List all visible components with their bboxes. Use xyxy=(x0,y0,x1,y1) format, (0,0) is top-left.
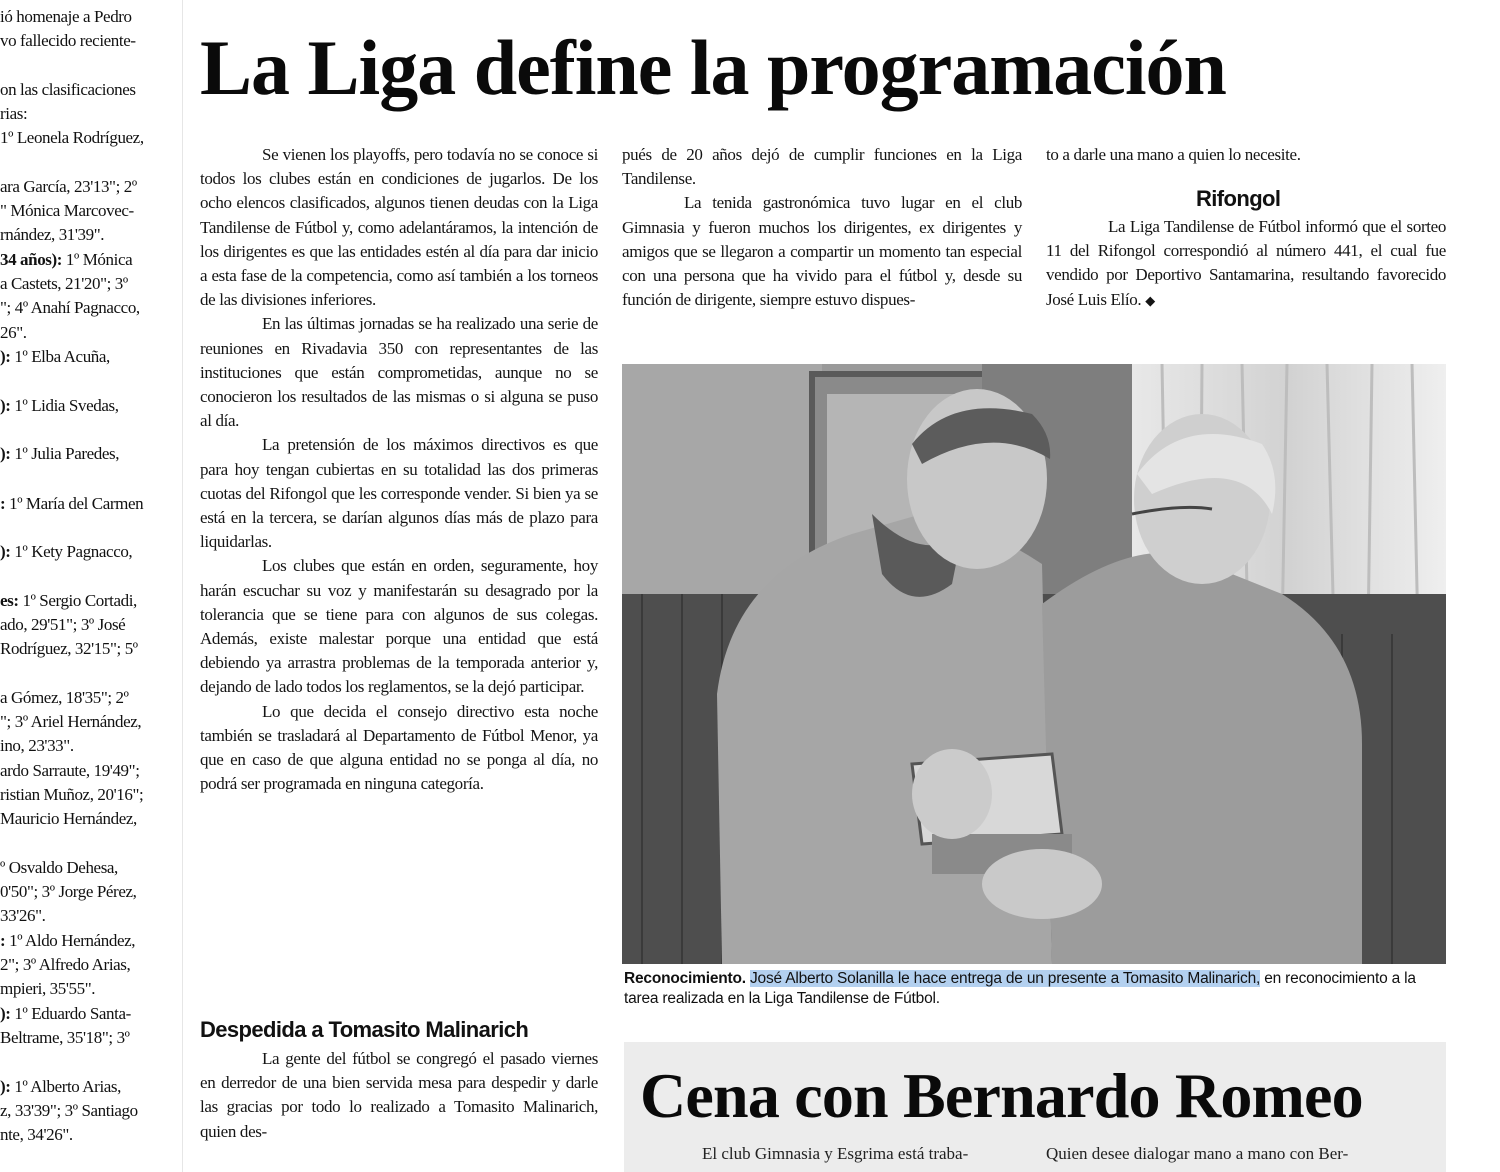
left-column-line: ió homenaje a Pedro xyxy=(0,7,132,26)
rifongol-text: La Liga Tandilense de Fútbol informó que el sorteo 11 del Rifongol correspondió al número 441, el cual fue vendido por Deportivo Santamarina, resultando favorecido José Luis Elío. xyxy=(1046,217,1446,309)
left-column-line: rias: xyxy=(0,104,28,123)
left-column-line: a Gómez, 18'35"; 2º xyxy=(0,688,129,707)
left-column-line: 33'26". xyxy=(0,906,46,925)
left-column-line: Beltrame, 35'18"; 3º xyxy=(0,1028,130,1047)
article-column-2 xyxy=(622,143,1022,312)
left-column-line: ): 1º Eduardo Santa- xyxy=(0,1004,131,1023)
left-column-line: : 1º María del Carmen xyxy=(0,494,144,513)
left-column-line: ): 1º Elba Acuña, xyxy=(0,347,110,366)
paragraph: pués de 20 años dejó de cumplir funciones en la Liga Tandilense. xyxy=(622,145,1022,189)
left-column-line: z, 33'39"; 3º Santiago xyxy=(0,1101,138,1120)
left-column-line: "; 3º Ariel Hernández, xyxy=(0,712,142,731)
article-box-cena-text xyxy=(640,1142,1440,1172)
left-column-line: 34 años): 1º Mónica xyxy=(0,250,133,269)
left-column-line: ): 1º Lidia Svedas, xyxy=(0,396,119,415)
paragraph: La gente del fútbol se congregó el pasado viernes en derredor de una bien servida mesa para despedir y darle las gracias por todo lo realizado a Tomasito Malinarich, quien des- xyxy=(200,1049,598,1141)
photo-caption xyxy=(624,969,1446,1009)
article-column-3-rifongol xyxy=(1046,215,1446,313)
left-column-line: ardo Sarraute, 19'49"; xyxy=(0,761,140,780)
photo-illustration xyxy=(622,364,1446,964)
caption-rest: en reconocimiento a la tarea realizada en la Liga Tandilense de Fútbol. xyxy=(624,970,1416,1007)
left-column-line: mpieri, 35'55". xyxy=(0,979,96,998)
paragraph: Los clubes que están en orden, seguramente, hoy harán escuchar su voz y manifestarán su desagrado por la tolerancia que se tiene para con algunos de sus colegas. Además, existe malestar porque una entidad que está debiendo ya arrastra problemas de la temporada anterior y, dejando de lado todos los reglamentos, se la dejó participar. xyxy=(200,556,598,697)
paragraph xyxy=(1046,215,1446,313)
left-column-line: 0'50"; 3º Jorge Pérez, xyxy=(0,882,137,901)
news-photo xyxy=(622,364,1446,964)
article-headline-cena: Cena con Bernardo Romeo xyxy=(640,1060,1363,1131)
end-mark-icon: ◆ xyxy=(1145,292,1155,308)
article-headline: La Liga define la programación xyxy=(200,24,1226,111)
left-column-line: ): 1º Kety Pagnacco, xyxy=(0,542,133,561)
paragraph: to a darle una mano a quien lo necesite. xyxy=(1046,145,1301,164)
paragraph: Lo que decida el consejo directivo esta noche también se trasladará al Departamento de Fútbol Menor, ya que en caso de que alguna entidad no se ponga al día, no podrá ser programada en ninguna categoría. xyxy=(200,701,598,794)
left-column-line: 1º Leonela Rodríguez, xyxy=(0,128,144,147)
paragraph: Se vienen los playoffs, pero todavía no se conoce si todos los clubes están en condiciones de jugarlos. De los ocho elencos clasificados, algunos tienen deudas con la Liga Tandilense de Fútbol y, como adelantáramos, la intención de los dirigentes es que las entidades estén al día para dar inicio a esta fase de la competencia, como así también a los torneos de las divisiones inferiores. xyxy=(200,145,598,310)
left-column-line: ara García, 23'13"; 2º xyxy=(0,177,137,196)
article-column-1 xyxy=(200,143,598,796)
subheading-rifongol: Rifongol xyxy=(1196,186,1281,211)
left-column-line: on las clasificaciones xyxy=(0,80,136,99)
left-column-line: a Castets, 21'20"; 3º xyxy=(0,274,128,293)
left-column-line: 2"; 3º Alfredo Arias, xyxy=(0,955,131,974)
left-column-line: 26". xyxy=(0,323,27,342)
article-column-1-bottom xyxy=(200,1047,598,1144)
left-column-line: rnández, 31'39". xyxy=(0,225,105,244)
paragraph: En las últimas jornadas se ha realizado una serie de reuniones en Rivadavia 350 con representantes de las instituciones que están comprometidas, aunque no se conocieron los resultados de las mismas o si alguna se puso al día. xyxy=(200,314,598,431)
left-column-line: ): 1º Alberto Arias, xyxy=(0,1077,121,1096)
cena-column-1-start: El club Gimnasia y Esgrima está traba- xyxy=(702,1144,969,1163)
left-column-line: vo fallecido reciente- xyxy=(0,31,136,50)
left-column-line: : 1º Aldo Hernández, xyxy=(0,931,136,950)
left-column-line: "; 4º Anahí Pagnacco, xyxy=(0,298,140,317)
subheading-despedida: Despedida a Tomasito Malinarich xyxy=(200,1017,529,1042)
cena-column-2-start: Quien desee dialogar mano a mano con Ber- xyxy=(1046,1144,1349,1163)
paragraph: La pretensión de los máximos directivos es que para hoy tengan cubiertas en su totalidad las dos primeras cuotas del Rifongol que les corresponde vender. Si bien ya se está en la tercera, se darían algunos días más de plazo para liquidarlas. xyxy=(200,435,598,552)
left-results-column xyxy=(0,0,178,1172)
caption-lead: Reconocimiento. xyxy=(624,970,746,987)
left-column-line: Rodríguez, 32'15"; 5º xyxy=(0,639,138,658)
left-column-line: nte, 34'26". xyxy=(0,1125,73,1144)
left-column-line: ): 1º Julia Paredes, xyxy=(0,444,120,463)
paragraph: La tenida gastronómica tuvo lugar en el club Gimnasia y fueron muchos los dirigentes, ex dirigentes y amigos que se llegaron a compartir un momento tan especial con una persona que ha vivido para el fútbol y, desde su función de dirigente, siempre estuvo dispues- xyxy=(622,193,1022,310)
caption-selected-text[interactable]: José Alberto Solanilla le hace entrega de un presente a Tomasito Malinarich, xyxy=(750,970,1261,987)
column-divider xyxy=(182,0,183,1172)
left-column-line: " Mónica Marcovec- xyxy=(0,201,134,220)
left-column-line: ado, 29'51"; 3º José xyxy=(0,615,126,634)
left-column-line: ristian Muñoz, 20'16"; xyxy=(0,785,144,804)
left-column-line: ino, 23'33". xyxy=(0,736,74,755)
left-column-line: es: 1º Sergio Cortadi, xyxy=(0,591,137,610)
left-column-line: º Osvaldo Dehesa, xyxy=(0,858,118,877)
article-column-3 xyxy=(1046,143,1446,167)
left-column-line: Mauricio Hernández, xyxy=(0,809,137,828)
